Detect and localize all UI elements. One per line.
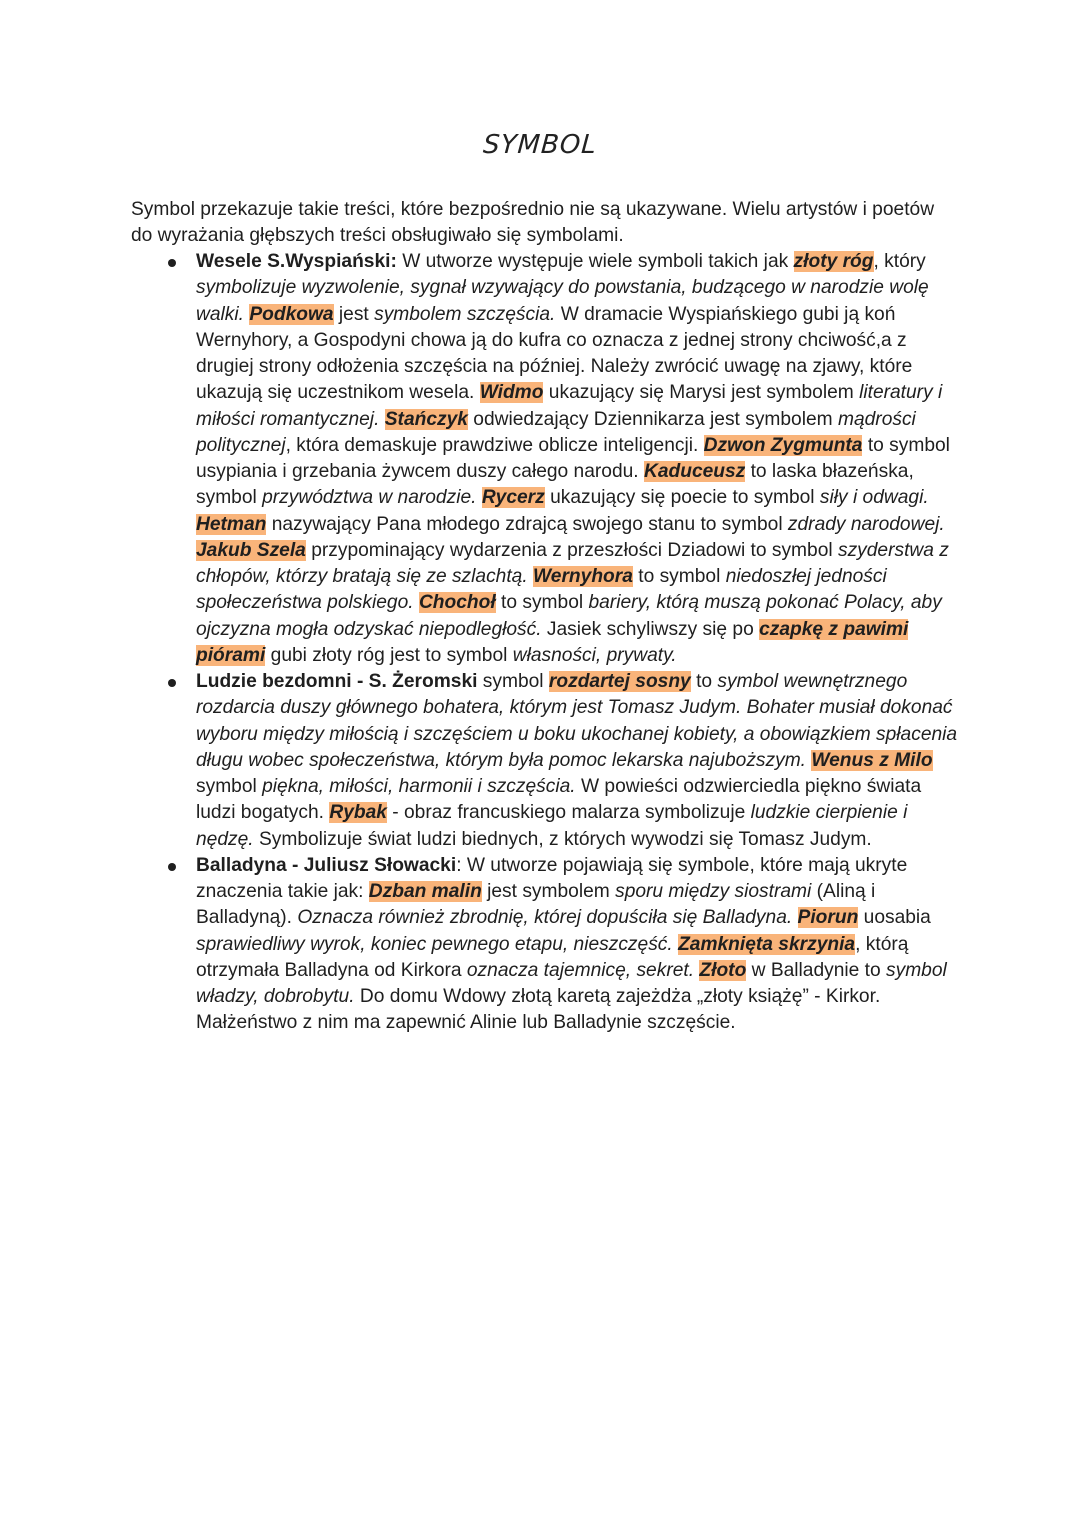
symbol-meaning: sprawiedliwy wyrok, koniec pewnego etapu, nieszczęść.: [196, 933, 673, 955]
bullet-icon: [168, 863, 176, 871]
symbol-meaning: symbolem szczęścia.: [374, 303, 556, 325]
body-text: w Balladynie to: [746, 959, 887, 981]
symbol-meaning: sporu między siostrami: [615, 881, 812, 902]
highlighted-symbol: Stańczyk: [384, 408, 468, 430]
symbol-meaning: niedoszłej jedności społeczeństwa polskiego.: [196, 566, 887, 614]
body-text: , która demaskuje prawdziwe oblicze inteligencji.: [285, 434, 704, 456]
symbol-meaning: własności, prywaty.: [512, 644, 677, 666]
highlighted-symbol: Zamknięta skrzynia: [678, 933, 856, 955]
highlighted-symbol: rozdartej sosny: [548, 671, 691, 692]
body-text: ukazujący się poecie to symbol: [544, 487, 820, 509]
body-text: to symbol usypiania i grzebania żywcem duszy całego narodu.: [196, 434, 950, 482]
body-text: Symbolizuje świat ludzi biednych, z których wywodzi się Tomasz Judym.: [253, 828, 872, 850]
body-text: [792, 907, 797, 928]
body-text: - obraz francuskiego malarza symbolizuje: [386, 802, 751, 824]
body-text: przypominający wydarzenia z przeszłości Dziadowi to symbol: [305, 539, 838, 561]
symbol-meaning: piękna, miłości, harmonii i szczęścia.: [262, 776, 576, 797]
highlighted-symbol: Jakub Szela: [196, 539, 306, 561]
body-text: jest symbolem: [481, 881, 616, 902]
body-text: [379, 409, 384, 430]
highlighted-symbol: złoty róg: [793, 251, 874, 272]
page-title: SYMBOL: [482, 130, 598, 160]
symbol-list: [131, 249, 961, 1037]
body-text: ukazujący się Marysi jest symbolem: [543, 382, 860, 404]
section-heading: Wesele S.Wyspiański:: [196, 251, 397, 272]
body-text: jest: [333, 303, 375, 325]
symbol-meaning: oznacza tajemnicę, sekret.: [466, 959, 695, 981]
body-text: : W utworze pojawiają się symbole, które mają ukryte znaczenia takie jak:: [196, 854, 908, 902]
body-text: Jasiek schyliwszy się po: [541, 618, 760, 640]
highlighted-symbol: Chochoł: [418, 592, 496, 614]
body-text: odwiedzający Dziennikarza jest symbolem: [467, 408, 838, 430]
list-item: [131, 669, 961, 853]
bullet-icon: [168, 679, 176, 687]
highlighted-symbol: Wenus z Milo: [811, 749, 933, 771]
body-text: symbol: [477, 671, 549, 692]
body-text: W utworze występuje wiele symboli takich jak: [396, 251, 794, 272]
symbol-meaning: szyderstwa z chłopów, którzy bratają się ze szlachtą.: [196, 539, 949, 587]
body-text: W powieści odzwierciedla piękno świata ludzi bogatych.: [196, 776, 922, 824]
body-text: to: [690, 671, 718, 692]
list-item: [131, 249, 961, 669]
symbol-meaning: literatury i miłości romantycznej.: [196, 382, 943, 430]
symbol-meaning: Oznacza również zbrodnię, której dopuściła się Balladyna.: [297, 907, 793, 929]
highlighted-symbol: Złoto: [699, 959, 747, 981]
symbol-meaning: zdrady narodowej.: [787, 513, 945, 535]
intro-paragraph: Symbol przekazuje takie treści, które bezpośrednio nie są ukazywane. Wielu artystów i poetów do wyrażania głębszych treści obsługiwało się symbolami.: [131, 199, 935, 247]
body-text: to symbol: [495, 592, 589, 614]
body-text: Do domu Wdowy złotą karetą zajeżdża „złoty książę” - Kirkor. Małżeństwo z nim ma zapewnić Alinie lub Balladynie szczęście.: [196, 986, 881, 1034]
highlighted-symbol: Rycerz: [481, 487, 545, 509]
highlighted-symbol: Piorun: [797, 907, 859, 929]
highlighted-symbol: Hetman: [196, 513, 267, 535]
body-text: , który: [873, 251, 926, 272]
section-heading: Balladyna - Juliusz Słowacki: [196, 854, 457, 876]
body-text: uosabia: [858, 907, 931, 929]
symbol-meaning: bariery, którą muszą pokonać Polacy, aby ojczyzna mogła odzyskać niepodległość.: [196, 592, 942, 640]
highlighted-symbol: Rybak: [329, 802, 387, 824]
symbol-meaning: przywództwa w narodzie.: [262, 487, 477, 509]
symbol-meaning: mądrości politycznej: [196, 408, 916, 456]
symbol-meaning: symbol władzy, dobrobytu.: [196, 959, 947, 1007]
highlighted-symbol: Widmo: [479, 382, 544, 404]
list-item: [131, 853, 961, 1037]
highlighted-symbol: Dzban malin: [368, 881, 482, 902]
body-text: nazywający Pana młodego zdrajcą swojego stanu to symbol: [266, 513, 788, 535]
body-text: gubi złoty róg jest to symbol: [265, 644, 513, 666]
symbol-meaning: ludzkie cierpienie i nędzę.: [196, 802, 908, 850]
body-text: [476, 487, 481, 508]
symbol-meaning: siły i odwagi.: [819, 487, 929, 509]
body-text: to symbol: [632, 566, 726, 587]
symbol-meaning: symbol wewnętrznego rozdarcia duszy głównego bohatera, którym jest Tomasz Judym. Bohater musiał dokonać wyboru między miłością i szczęściem u boku ukochanej kobiety, a obowiązkiem spłacenia długu wobec społeczeństwa, którym była pomoc lekarska najuboższym.: [196, 671, 958, 771]
body-text: symbol: [196, 776, 263, 797]
highlighted-symbol: Wernyhora: [533, 566, 633, 587]
symbol-meaning: symbolizuje wyzwolenie, sygnał wzywający do powstania, budzącego w narodzie wolę walki.: [196, 277, 929, 325]
highlighted-symbol: Dzwon Zygmunta: [703, 434, 863, 456]
highlighted-symbol: Podkowa: [249, 303, 334, 325]
highlighted-symbol: czapkę z pawimi piórami: [196, 618, 909, 666]
section-heading: Ludzie bezdomni - S. Żeromski: [196, 671, 478, 692]
body-text: to laska błazeńska, symbol: [196, 461, 914, 509]
body-text: (Aliną i Balladyną).: [196, 881, 876, 929]
body-text: W dramacie Wyspiańskiego gubi ją koń Wernyhory, a Gospodyni chowa ją do kufra co oznacza z jednej strony chciwość,a z drugiej strony odłożenia szczęścia na później. Należy zwrócić uwagę na zjawy, które ukazują się uczestnikom wesela.: [196, 303, 913, 404]
body-text: , którą otrzymała Balladyna od Kirkora: [196, 933, 909, 981]
bullet-icon: [168, 259, 176, 267]
highlighted-symbol: Kaduceusz: [643, 461, 746, 482]
